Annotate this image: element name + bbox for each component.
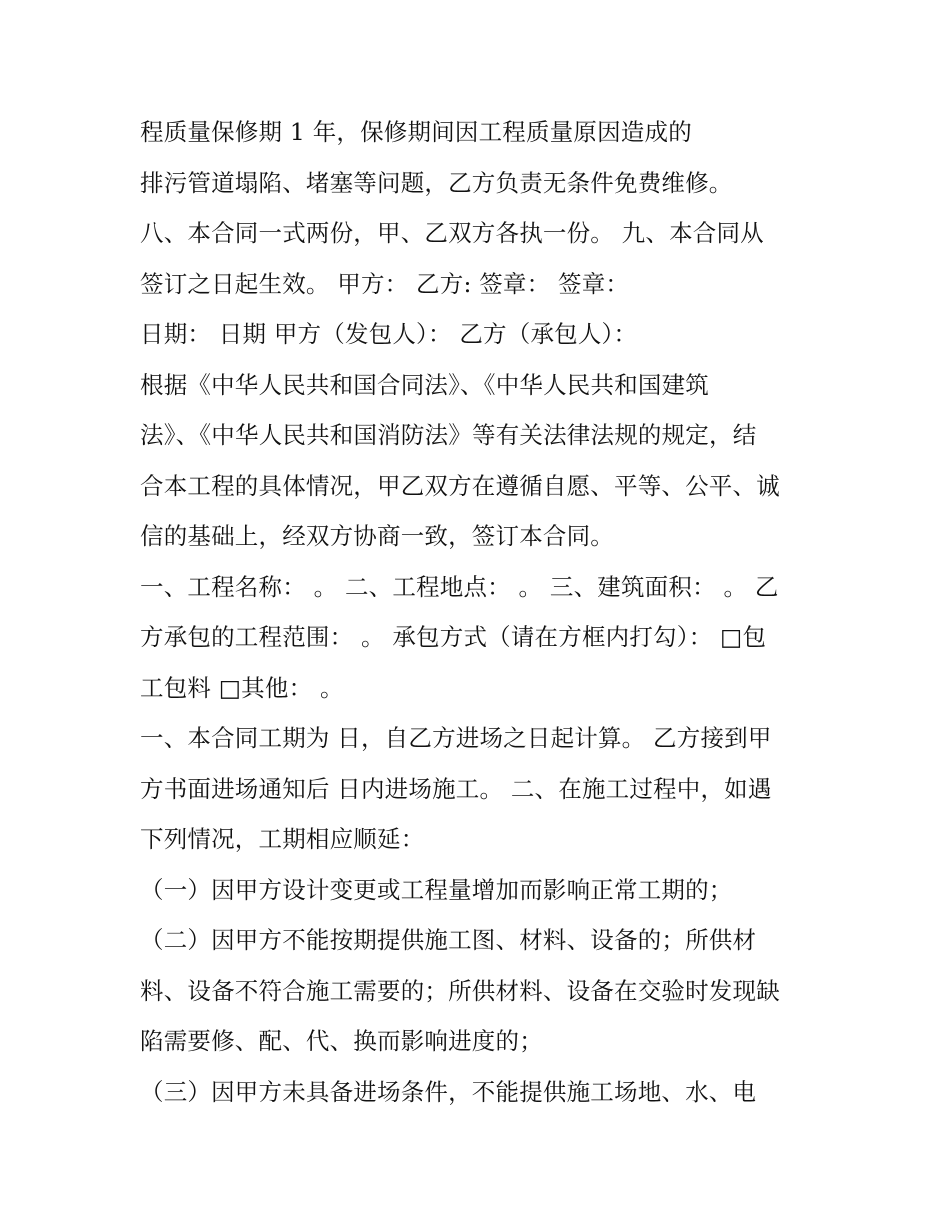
text-line: 日期： 日期 甲方（发包人）： 乙方（承包人）：: [140, 320, 638, 348]
text-line: 料、设备不符合施工需要的；所供材料、设备在交验时发现缺: [140, 976, 780, 1005]
text-line: 方书面进场通知后 日内进场施工。 二、在施工过程中，如遇: [140, 774, 772, 803]
text-line: 排污管道塌陷、堵塞等问题，乙方负责无条件免费维修。: [140, 168, 733, 197]
text-line: 程质量保修期 1 年，保修期间因工程质量原因造成的: [140, 118, 692, 146]
text-line: 信的基础上，经双方协商一致，签订本合同。: [140, 522, 614, 550]
document-page: [140, 107, 820, 1117]
text-line: 方承包的工程范围： 。 承包方式（请在方框内打勾）： □包: [140, 623, 767, 651]
text-line: 八、本合同一式两份，甲、乙双方各执一份。 九、本合同从: [140, 219, 764, 247]
text-line: 法》、《中华人民共和国消防法》等有关法律法规的规定，结: [140, 421, 757, 449]
text-line: 下列情况，工期相应顺延：: [140, 825, 425, 853]
text-line: 工包料 □其他： 。: [140, 673, 344, 702]
text-line: 一、工程名称： 。 二、工程地点： 。 三、建筑面积： 。 乙: [140, 572, 779, 601]
text-line: 陷需要修、配、代、换而影响进度的；: [140, 1027, 543, 1055]
text-line: 根据《中华人民共和国合同法》、《中华人民共和国建筑: [140, 370, 709, 399]
text-line: 签订之日起生效。 甲方： 乙方: 签章： 签章：: [140, 269, 630, 298]
text-line: （三）因甲方未具备进场条件，不能提供施工场地、水、电: [140, 1077, 757, 1106]
text-line: （二）因甲方不能按期提供施工图、材料、设备的；所供材: [140, 926, 757, 954]
text-line: 合本工程的具体情况，甲乙双方在遵循自愿、平等、公平、诚: [140, 471, 780, 500]
text-line: （一）因甲方设计变更或工程量增加而影响正常工期的；: [140, 875, 733, 904]
text-line: 一、本合同工期为 日，自乙方进场之日起计算。 乙方接到甲: [140, 724, 772, 752]
